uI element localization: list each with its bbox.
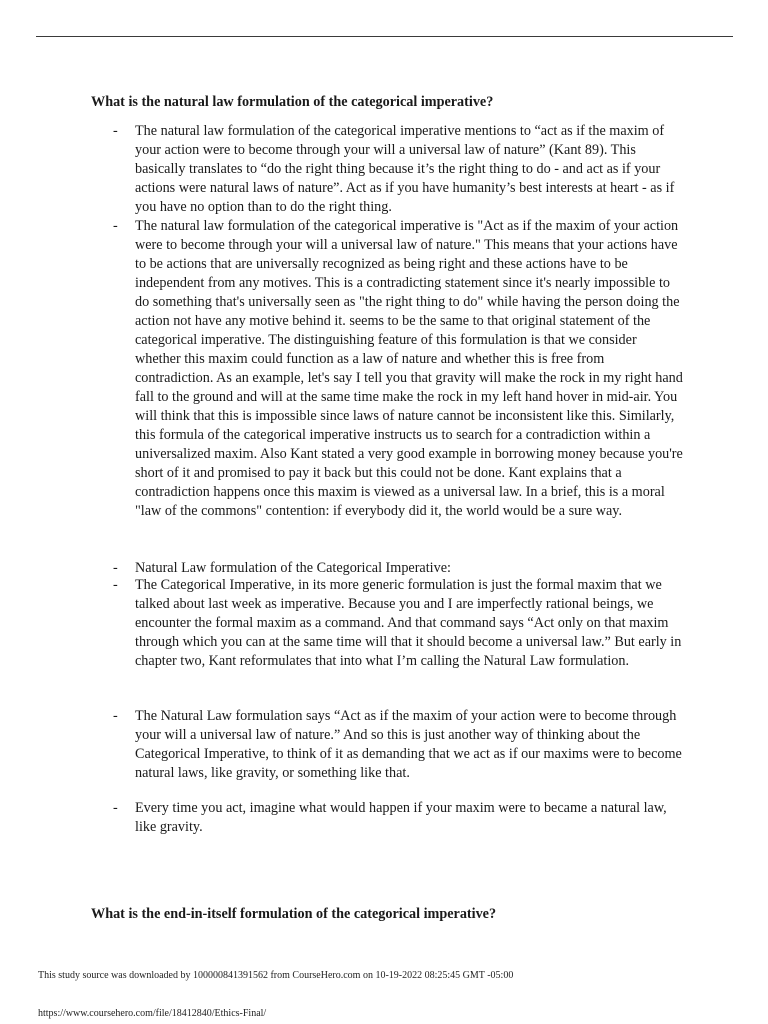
list-item-text: Every time you act, imagine what would happen if your maxim were to became a natural law, like gravity. — [135, 800, 667, 835]
list-item-text: The natural law formulation of the categorical imperative is "Act as if the maxim of your action were to become through your will a universal law of nature." This means that your actions have to be actions that are universally recognized as being right and these actions have to be independent from any motives. This is a contradicting statement since it's nearly impossible to do something that's universally seen as "the right thing to do" while having the person doing the action not have any motive behind it. seems to be the same to that original statement of the categorical imperative. The distinguishing feature of this formulation is that we consider whether this maxim could function as a law of nature and whether this is free from contradiction. As an example, let's say I tell you that gravity will make the rock in my right hand fall to the ground and will at the same time make the rock in my left hand hover in mid-air. You will think that this is impossible since laws of nature cannot be inconsistent like this. Similarly, this formula of the categorical imperative instructs us to search for a contradiction within a universalized maxim. Also Kant stated a very good example in borrowing money because you're short of it and promised to pay it back but this could not be done. Kant explains that a contradiction happens once this maxim is viewed as a universal law. In a brief, this is a moral "law of the commons" contention: if everybody did it, the world would be a sure way. — [135, 218, 683, 519]
bullet-dash: - — [113, 800, 118, 816]
bullet-dash: - — [113, 123, 118, 139]
download-notice: This study source was downloaded by 100000841391562 from CourseHero.com on 10-19-2022 08:25:45 GMT -05:00 — [38, 970, 514, 981]
list-item — [113, 707, 683, 783]
list-item — [113, 799, 683, 837]
list-item — [113, 217, 683, 521]
list-item — [113, 576, 683, 671]
top-divider — [36, 36, 733, 37]
question-heading-end-in-itself: What is the end-in-itself formulation of the categorical imperative? — [91, 906, 497, 922]
bullet-dash: - — [113, 708, 118, 724]
list-item-text: The Natural Law formulation says “Act as if the maxim of your action were to become through your will a universal law of nature.” And so this is just another way of thinking about the Categorical Imperative, to think of it as demanding that we act as if our maxims were to become natural laws, like gravity, or something like that. — [135, 708, 682, 781]
list-item-text: The Categorical Imperative, in its more generic formulation is just the formal maxim that we talked about last week as imperative. Because you and I are imperfectly rational beings, we encounter the formal maxim as a command. And that command says “Act only on that maxim through which you can at the same time will that it should become a universal law.” But early in chapter two, Kant reformulates that into what I’m calling the Natural Law formulation. — [135, 577, 682, 669]
source-url: https://www.coursehero.com/file/18412840/Ethics-Final/ — [38, 1008, 267, 1019]
question-heading-natural-law: What is the natural law formulation of the categorical imperative? — [91, 94, 494, 110]
bullet-dash: - — [113, 577, 118, 593]
bullet-dash: - — [113, 560, 118, 576]
list-item-text: Natural Law formulation of the Categorical Imperative: — [135, 560, 451, 576]
list-item-text: The natural law formulation of the categorical imperative mentions to “act as if the maxim of your action were to become through your will a universal law of nature” (Kant 89). This basically translates to “do the right thing because it’s the right thing to do - and act as if your actions were natural laws of nature”. Act as if you have humanity’s best interests at heart - as if you have no option than to do the right thing. — [135, 123, 675, 215]
list-item — [113, 122, 683, 217]
bullet-dash: - — [113, 218, 118, 234]
